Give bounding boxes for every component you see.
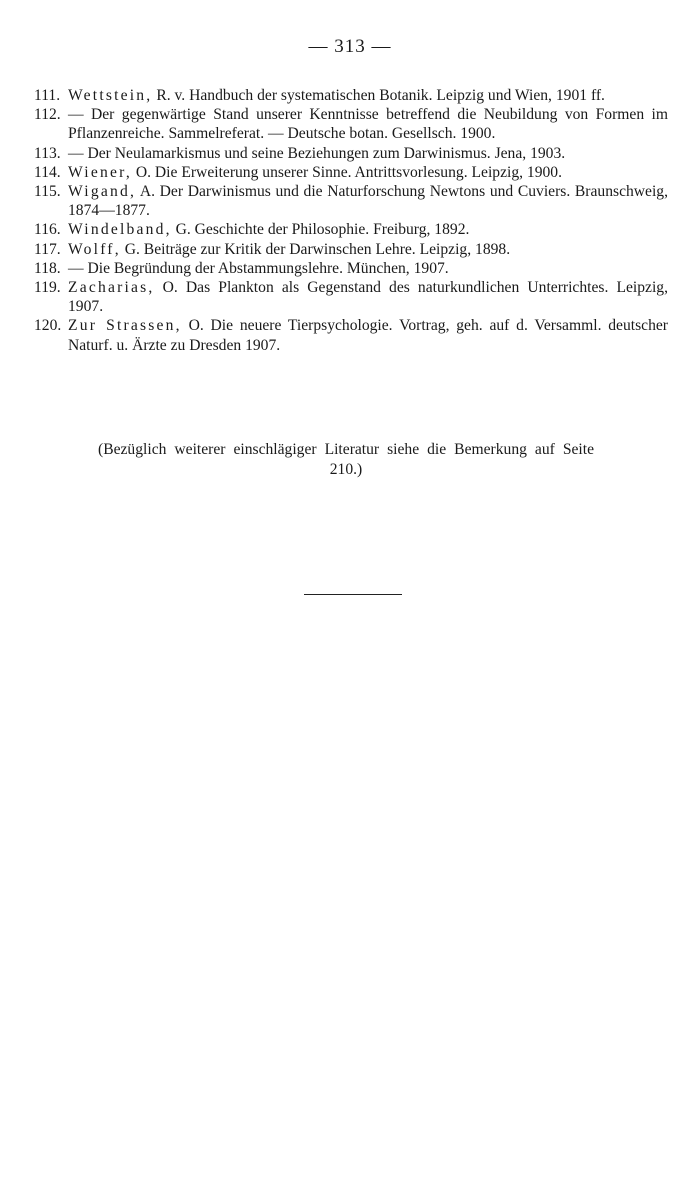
entry-number: 113.	[34, 144, 61, 162]
entry-text: Beiträge zur Kritik der Darwinschen Lehre. Leipzig, 1898.	[143, 240, 511, 258]
entry-author: Wigand,	[68, 183, 137, 201]
bibliography-entry	[34, 86, 668, 105]
entry-text: Das Plankton als Gegenstand des naturkundlichen Unterrichtes. Leipzig, 1907.	[68, 279, 668, 316]
entry-number: 112.	[34, 106, 61, 124]
entry-text: Die neuere Tierpsychologie. Vortrag, geh. auf d. Versamml. deutscher Naturf. u. Ärzte zu Dresden 1907.	[68, 317, 668, 354]
entry-number: 117.	[34, 240, 61, 258]
entry-author: Wiener,	[68, 163, 132, 181]
entry-number: 115.	[34, 183, 61, 201]
entry-author: Windelband,	[68, 221, 172, 239]
bibliography-entry	[34, 182, 668, 220]
entry-initials: G.	[175, 221, 191, 239]
entry-text: Der Darwinismus und die Naturforschung Newtons und Cuviers. Braunschweig, 1874—1877.	[68, 183, 669, 220]
entry-text: — Der gegenwärtige Stand unserer Kenntnisse betreffend die Neubildung von Formen im Pflanzenreiche. Sammelreferat. — Deutsche botan. Gesellsch. 1900.	[68, 106, 668, 143]
entry-number: 119.	[34, 279, 61, 297]
bibliography-entry	[34, 220, 668, 239]
bibliography-entry	[34, 240, 668, 259]
bibliography-entry	[34, 316, 668, 354]
entry-number: 116.	[34, 221, 61, 239]
closing-rule	[304, 594, 402, 595]
entry-initials: O.	[162, 279, 178, 297]
entry-text: Handbuch der systematischen Botanik. Leipzig und Wien, 1901 ff.	[189, 87, 605, 104]
bibliography-entry	[34, 105, 668, 143]
entry-number: 120.	[34, 317, 62, 335]
entry-initials: R. v.	[156, 87, 186, 104]
entry-number: 111.	[34, 87, 61, 104]
bibliography-list	[34, 86, 668, 355]
entry-initials: A.	[139, 183, 156, 201]
entry-text: — Die Begründung der Abstammungslehre. München, 1907.	[68, 259, 449, 277]
bibliography-entry	[34, 163, 668, 182]
entry-author: Zur Strassen,	[68, 317, 182, 335]
entry-number: 118.	[34, 259, 61, 277]
literature-note: (Bezüglich weiterer einschlägiger Literatur siehe die Bemerkung auf Seite 210.)	[98, 441, 594, 478]
entry-text: Geschichte der Philosophie. Freiburg, 1892.	[194, 221, 470, 239]
entry-author: Zacharias,	[68, 279, 155, 297]
bibliography-entry	[34, 278, 668, 316]
bibliography-entry	[34, 259, 668, 278]
entry-text: Die Erweiterung unserer Sinne. Antrittsvorlesung. Leipzig, 1900.	[154, 163, 563, 181]
entry-text: — Der Neulamarkismus und seine Beziehungen zum Darwinismus. Jena, 1903.	[68, 144, 566, 162]
entry-initials: O.	[188, 317, 204, 335]
entry-initials: G.	[124, 240, 140, 258]
entry-author: Wolff,	[68, 240, 121, 258]
entry-author: Wettstein,	[68, 87, 153, 104]
entry-number: 114.	[34, 163, 61, 181]
page-number: — 313 —	[308, 36, 392, 57]
bibliography-entry	[34, 144, 668, 163]
entry-initials: O.	[135, 163, 152, 181]
